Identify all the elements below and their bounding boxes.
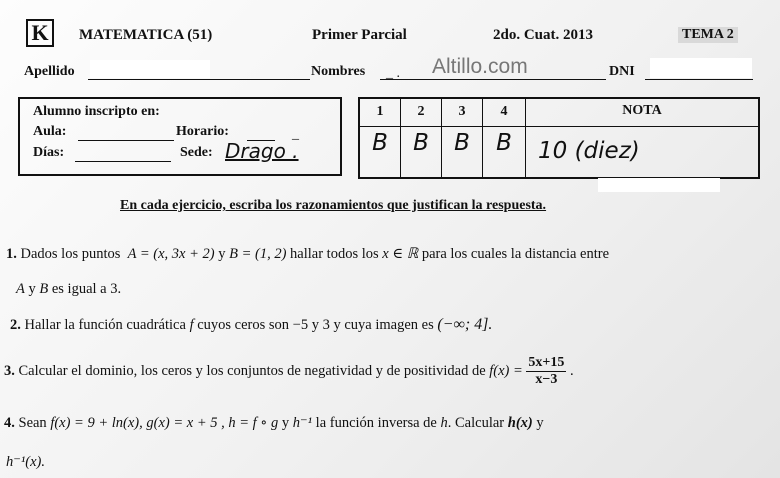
- question-text: y: [281, 415, 290, 431]
- apellido-label: Apellido: [24, 64, 75, 79]
- aula-label: Aula:: [33, 124, 67, 139]
- dni-label: DNI: [609, 64, 635, 79]
- watermark-text: Altillo.com: [432, 55, 528, 78]
- dni-line: [645, 79, 753, 80]
- question-text: y: [28, 281, 36, 297]
- question-4-line-2: [6, 454, 45, 471]
- grades-table: [358, 97, 760, 179]
- grade-value-4: B: [496, 130, 512, 156]
- fraction-numerator: 5x+15: [528, 355, 565, 370]
- nombres-line: [380, 79, 606, 80]
- grade-col-3: [442, 99, 483, 177]
- grade-value-1: B: [372, 130, 388, 156]
- grade-header-4: 4: [500, 104, 508, 119]
- question-text: para los cuales la distancia entre: [421, 246, 610, 262]
- exam-title: Primer Parcial: [312, 27, 407, 43]
- math-expr: f(x) = 9 + ln(x),: [50, 415, 143, 431]
- math-expr: h⁻¹: [292, 415, 313, 431]
- question-4: [4, 415, 544, 432]
- fraction-denominator: x−3: [535, 372, 558, 387]
- term-label: 2do. Cuat. 2013: [493, 27, 594, 43]
- question-text: Sean: [18, 415, 47, 431]
- question-text: . Calcular: [447, 415, 505, 431]
- tema-letter-box: K: [26, 19, 54, 47]
- redaction-box: [598, 178, 720, 192]
- grade-header-2: 2: [417, 104, 425, 119]
- math-expr: g(x) = x + 5 ,: [146, 415, 225, 431]
- math-expr: B: [39, 281, 49, 297]
- fraction: [526, 355, 566, 388]
- grade-value-2: B: [413, 130, 429, 156]
- math-expr: h⁻¹(x).: [6, 454, 45, 470]
- apellido-line: [88, 79, 310, 80]
- question-1: [6, 246, 609, 263]
- math-expr: A: [16, 281, 25, 297]
- grade-col-1: [360, 99, 401, 177]
- question-number: 4.: [4, 415, 15, 431]
- dias-label: Días:: [33, 145, 65, 160]
- question-text: la función inversa de: [315, 415, 437, 431]
- tema-label: TEMA 2: [678, 27, 738, 43]
- inscription-title: Alumno inscripto en:: [33, 104, 160, 119]
- question-number: 3.: [4, 362, 15, 379]
- math-expr: B = (1, 2): [229, 246, 287, 262]
- grade-value-3: B: [454, 130, 470, 156]
- question-text: cuyos ceros son −5 y 3 y cuya imagen es: [197, 317, 434, 333]
- question-number: 2.: [10, 317, 21, 333]
- inscription-box: [18, 97, 342, 176]
- grade-header-1: 1: [376, 104, 384, 119]
- question-2: [10, 316, 492, 334]
- question-text: .: [570, 362, 574, 379]
- nota-label: NOTA: [622, 103, 662, 118]
- aula-line: [78, 140, 174, 141]
- sede-label: Sede:: [180, 145, 213, 160]
- question-text: Hallar la función cuadrática: [24, 317, 186, 333]
- redaction-box: [650, 58, 752, 78]
- nota-value: 10 (diez): [538, 138, 640, 164]
- horario-value: _: [292, 127, 299, 142]
- course-title: MATEMATICA (51): [79, 27, 213, 43]
- math-expr: x ∈ ℝ: [382, 246, 419, 262]
- math-expr: f: [189, 317, 194, 333]
- math-expr: f(x) =: [489, 362, 523, 379]
- grade-col-4: [483, 99, 526, 177]
- question-text: hallar todos los: [290, 246, 379, 262]
- question-text: y: [218, 246, 226, 262]
- math-expr: A = (x, 3x + 2): [127, 246, 215, 262]
- grade-header-3: 3: [458, 104, 466, 119]
- question-3: [4, 355, 574, 388]
- question-1-line-2: [16, 281, 121, 298]
- sede-value: Drago .: [225, 139, 299, 163]
- question-number: 1.: [6, 246, 17, 262]
- question-text: Dados los puntos: [20, 246, 121, 262]
- redaction-box: [90, 60, 210, 78]
- nombres-label: Nombres: [311, 64, 366, 79]
- question-text: y: [536, 415, 544, 431]
- question-text: Calcular el dominio, los ceros y los conjuntos de negatividad y de positividad de: [18, 362, 486, 379]
- math-expr: h = f ∘ g: [228, 415, 279, 431]
- dias-line: [75, 161, 171, 162]
- math-expr: h: [440, 415, 448, 431]
- nombres-value: _ .: [386, 66, 400, 81]
- question-text: es igual a 3.: [51, 281, 122, 297]
- instruction-text: En cada ejercicio, escriba los razonamientos que justifican la respuesta.: [120, 198, 547, 213]
- grade-col-2: [401, 99, 442, 177]
- math-expr: (−∞; 4].: [437, 316, 493, 333]
- horario-label: Horario:: [176, 124, 229, 139]
- math-expr: h(x): [507, 415, 533, 431]
